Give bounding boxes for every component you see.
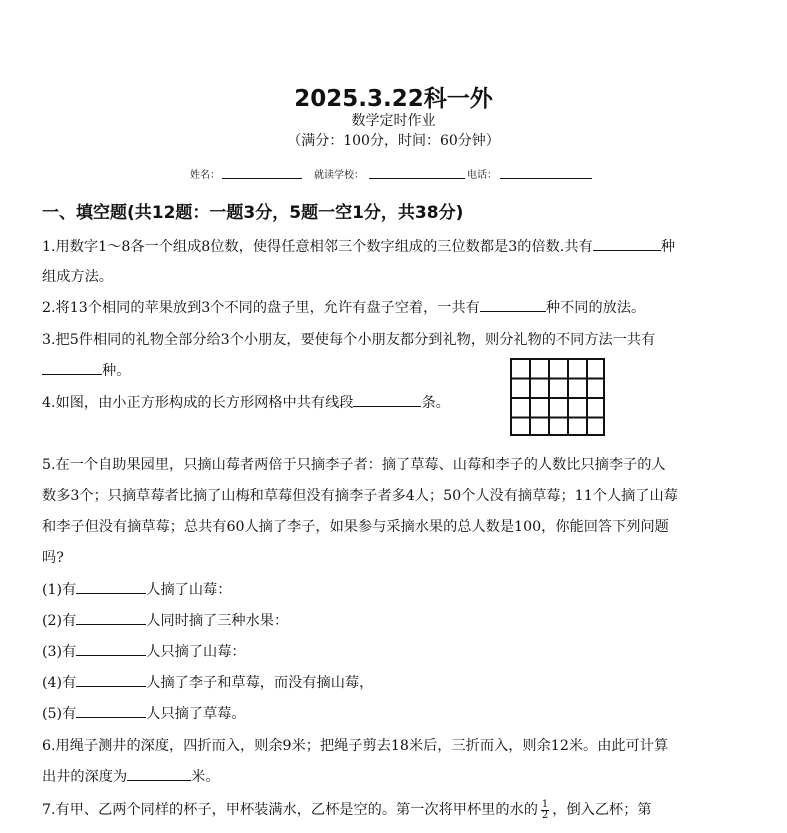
part-5-prefix: (5)有 [42, 706, 77, 722]
phone-field[interactable] [500, 166, 592, 179]
section-heading: 一、填空题(共12题：一题3分，5题一空1分，共38分) [42, 203, 464, 223]
question-7-line-1 [42, 799, 652, 821]
part-3-prefix: (3)有 [42, 644, 77, 660]
question-5-part-4 [42, 672, 373, 692]
school-label: 就读学校： [314, 170, 364, 181]
name-label: 姓名： [190, 170, 220, 181]
question-1-suffix: 种 [660, 239, 675, 255]
question-1-line-2: 组成方法。 [42, 269, 113, 285]
question-7-text: 7.有甲、乙两个同样的杯子，甲杯装满水，乙杯是空的。第一次将甲杯里的水的 [42, 802, 538, 818]
question-5-part-3 [42, 641, 246, 661]
answer-blank-q2[interactable] [480, 297, 546, 312]
answer-blank-q6[interactable] [127, 766, 191, 781]
page-subtitle: 数学定时作业 [351, 113, 436, 129]
part-3-text: 人只摘了山莓： [146, 644, 246, 660]
question-7-suffix: ，倒入乙杯；第 [552, 802, 652, 818]
question-2-suffix: 种不同的放法。 [545, 300, 646, 316]
question-2-text: 2.将13个相同的苹果放到3个不同的盘子里，允许有盘子空着，一共有 [42, 300, 480, 316]
fraction-numerator: 1 [541, 798, 549, 810]
answer-blank-q5-3[interactable] [76, 641, 146, 656]
fraction-denominator: 2 [541, 809, 549, 821]
school-field[interactable] [369, 166, 465, 179]
answer-blank-q1[interactable] [593, 236, 661, 251]
question-6-text: 出井的深度为 [42, 769, 128, 785]
answer-blank-q3[interactable] [42, 360, 102, 375]
part-4-prefix: (4)有 [42, 675, 77, 691]
part-2-prefix: (2)有 [42, 613, 77, 629]
question-3-suffix: 种。 [102, 363, 131, 379]
question-5-part-2 [42, 610, 288, 630]
question-3-line-1: 3.把5件相同的礼物全部分给3个小朋友，要使每个小朋友都分到礼物，则分礼物的不同方法一共有 [42, 332, 656, 348]
question-6-line-1: 6.用绳子测井的深度，四折而入，则余9米；把绳子剪去18米后，三折而入，则余12米。由此可计算 [42, 738, 669, 754]
name-field[interactable] [222, 166, 302, 179]
part-4-text: 人摘了李子和草莓，而没有摘山莓， [146, 675, 374, 691]
question-5-part-5 [42, 703, 246, 723]
part-5-text: 人只摘了草莓。 [146, 706, 246, 722]
answer-blank-q5-5[interactable] [76, 703, 146, 718]
question-6-suffix: 米。 [191, 769, 220, 785]
question-5-line-1: 5.在一个自助果园里，只摘山莓者两倍于只摘李子者：摘了草莓、山莓和李子的人数比只摘李子的人 [42, 457, 666, 473]
answer-blank-q5-4[interactable] [76, 672, 146, 687]
part-1-prefix: (1)有 [42, 582, 77, 598]
part-2-text: 人同时摘了三种水果： [146, 613, 289, 629]
question-5-part-1 [42, 579, 231, 599]
answer-blank-q5-2[interactable] [76, 610, 146, 625]
question-4-suffix: 条。 [421, 395, 450, 411]
question-5-line-2: 数多3个；只摘草莓者比摘了山梅和草莓但没有摘李子者多4人；50个人没有摘草莓；11个人摘了山莓 [42, 488, 678, 504]
question-3-line-2 [42, 360, 130, 380]
phone-label: 电话： [467, 170, 497, 181]
part-1-text: 人摘了山莓： [146, 582, 232, 598]
question-1-line-1 [42, 236, 675, 256]
question-4-text: 4.如图，由小正方形构成的长方形网格中共有线段 [42, 395, 354, 411]
score-info: （满分：100分，时间：60分钟） [287, 133, 500, 149]
question-6-line-2 [42, 766, 220, 786]
question-1-text: 1.用数字1～8各一个组成8位数，使得任意相邻三个数字组成的三位数都是3的倍数.共有 [42, 239, 593, 255]
question-4 [42, 392, 450, 412]
question-2 [42, 297, 645, 317]
answer-blank-q5-1[interactable] [76, 579, 146, 594]
fraction [541, 800, 549, 821]
question-5-line-3: 和李子但没有摘草莓；总共有60人摘了李子，如果参与采摘水果的总人数是100，你能回答下列问题 [42, 519, 669, 535]
rectangle-grid-figure [510, 358, 605, 436]
page-title: 2025.3.22科一外 [294, 86, 493, 112]
answer-blank-q4[interactable] [353, 392, 421, 407]
question-5-line-4: 吗? [42, 550, 64, 566]
